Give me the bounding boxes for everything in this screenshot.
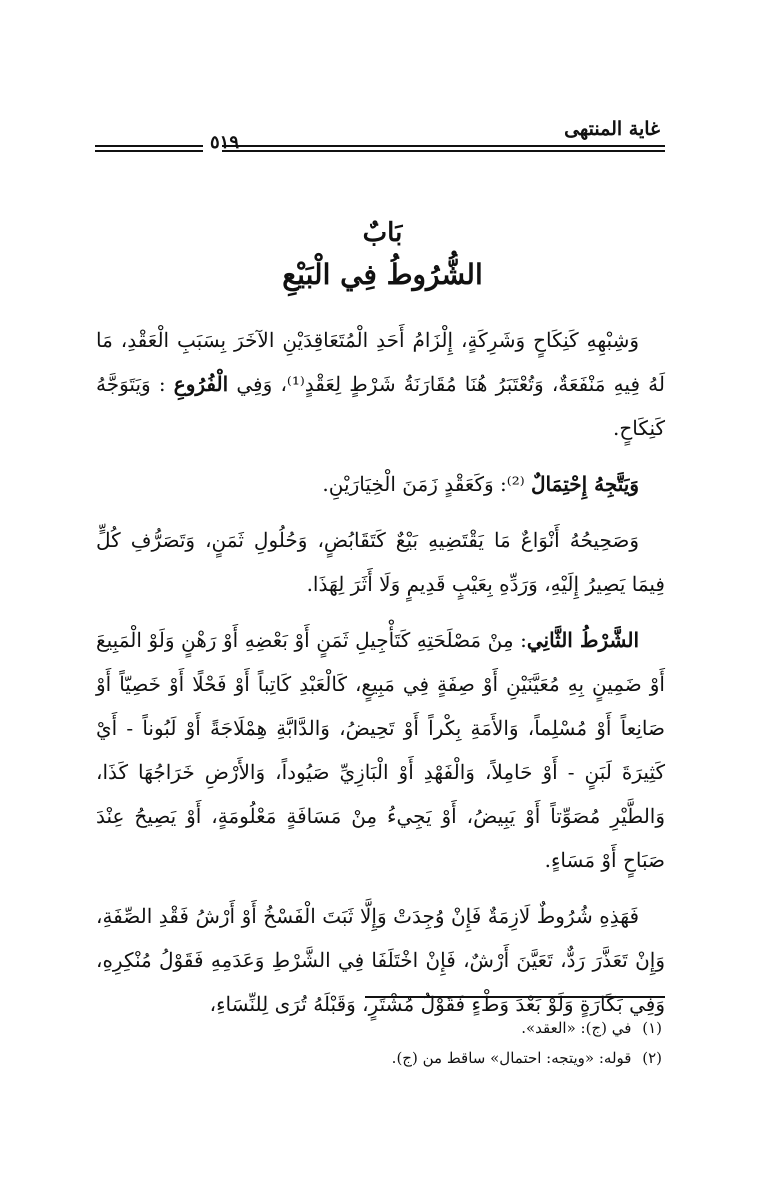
footnote-text: في (ج): «العقد». (521, 1019, 632, 1037)
body-text (96, 318, 665, 1038)
footnote-rule (365, 996, 665, 998)
footnote-1 (96, 1013, 662, 1043)
page-number: ٥١٩ (210, 132, 240, 153)
paragraph-text: : مِنْ مَصْلَحَتِهِ كَتَأْجِيلِ ثَمَنٍ أَوْ بَعْضِهِ أَوْ رَهْنٍ وَلَوْ الْمَبِيعَ أَوْ ضَمِينٍ بِهِ مُعَيَّنَيْنِ أَوْ صِفَةٍ فِي مَبِيعٍ، كَالْعَبْدِ كَاتِباً أَوْ فَحْلًا أَوْ خَصِيّاً أَوْ صَانِعاً أَوْ مُسْلِماً، وَالأَمَةِ بِكْراً أَوْ تَحِيضُ، وَالدَّابَّةِ هِمْلَاجَةً أَوْ لَبُوناً - أَيْ كَثِيرَةَ لَبَنٍ - أَوْ حَامِلاً، وَالْفَهْدِ أَوْ الْبَازِيِّ صَيُوداً، وَالأَرْضِ خَرَاجُهَا كَذَا، وَالطَّيْرِ مُصَوِّتاً أَوْ يَبِيضُ، أَوْ يَجِيءُ مِنْ مَسَافَةٍ مَعْلُومَةٍ، أَوْ يَصِيحُ عِنْدَ صَبَاحٍ أَوْ مَسَاءٍ. (96, 628, 665, 872)
bold-reference: الْفُرُوعِ (173, 372, 229, 396)
footnote-number: (٢) (642, 1049, 662, 1067)
paragraph-intro: وَيَتَّجِهُ إِحْتِمَالٌ (531, 472, 639, 496)
paragraph-intro: الشَّرْطُ الثَّانِي (526, 628, 639, 652)
footnote-text: قوله: «ويتجه: احتمال» ساقط من (ج). (391, 1049, 632, 1067)
paragraph-text: وَشِبْهِهِ كَنِكَاحٍ وَشَرِكَةٍ، إِلْزَامُ أَحَدِ الْمُتَعَاقِدَيْنِ الآخَرَ بِسَبَبِ الْعَقْدِ، مَا لَهُ فِيهِ مَنْفَعَةٌ، وَتُعْتَبَرُ هُنَا مُقَارَنَةُ شَرْطٍ لِعَقْدٍ⁽¹⁾، وَفِي (96, 328, 665, 396)
paragraph-3 (96, 518, 665, 606)
header-rule-left (95, 145, 203, 152)
header-rule-right (222, 145, 665, 152)
footnote-2 (96, 1043, 662, 1073)
paragraph-text: ⁽²⁾: وَكَعَقْدٍ زَمَنَ الْخِيَارَيْنِ. (322, 472, 531, 496)
paragraph-1 (96, 318, 665, 450)
chapter-title: الشُّرُوطُ فِي الْبَيْعِ (282, 258, 483, 291)
paragraph-4 (96, 618, 665, 882)
paragraph-2 (96, 462, 665, 506)
paragraph-tail: : وَيَتَوَجَّهُ كَنِكَاحٍ. (96, 372, 665, 440)
footnote-number: (١) (642, 1019, 662, 1037)
footnotes (96, 1013, 662, 1073)
paragraph-text: وَصَحِيحُهُ أَنْوَاعٌ مَا يَقْتَضِيهِ بَيْعٌ كَتَقَابُضٍ، وَحُلُولِ ثَمَنٍ، وَتَصَرُّفِ كُلٍّ فِيمَا يَصِيرُ إِلَيْهِ، وَرَدِّهِ بِعَيْبٍ قَدِيمٍ وَلَا أَثَرَ لِهَذَا. (96, 528, 665, 596)
chapter-label: بَابٌ (362, 218, 403, 248)
running-title: غاية المنتهى (564, 118, 660, 140)
paragraph-text: فَهَذِهِ شُرُوطٌ لَازِمَةٌ فَإِنْ وُجِدَتْ وَإِلَّا ثَبَتَ الْفَسْخُ أَوْ أَرْشُ فَقْدِ الصِّفَةِ، وَإِنْ تَعَذَّرَ رَدٌّ، تَعَيَّنَ أَرْشٌ، فَإِنْ اخْتَلَفَا فِي الشَّرْطِ وَعَدَمِهِ فَقَوْلُ مُنْكِرِهِ، وَفِي بَكَارَةٍ وَلَوْ بَعْدَ وَطْءٍ فَقَوْلُ مُشْتَرٍ، وَقَبْلَهُ تُرَى لِلنِّسَاءِ، (96, 904, 665, 1016)
paragraph-5 (96, 894, 665, 1026)
